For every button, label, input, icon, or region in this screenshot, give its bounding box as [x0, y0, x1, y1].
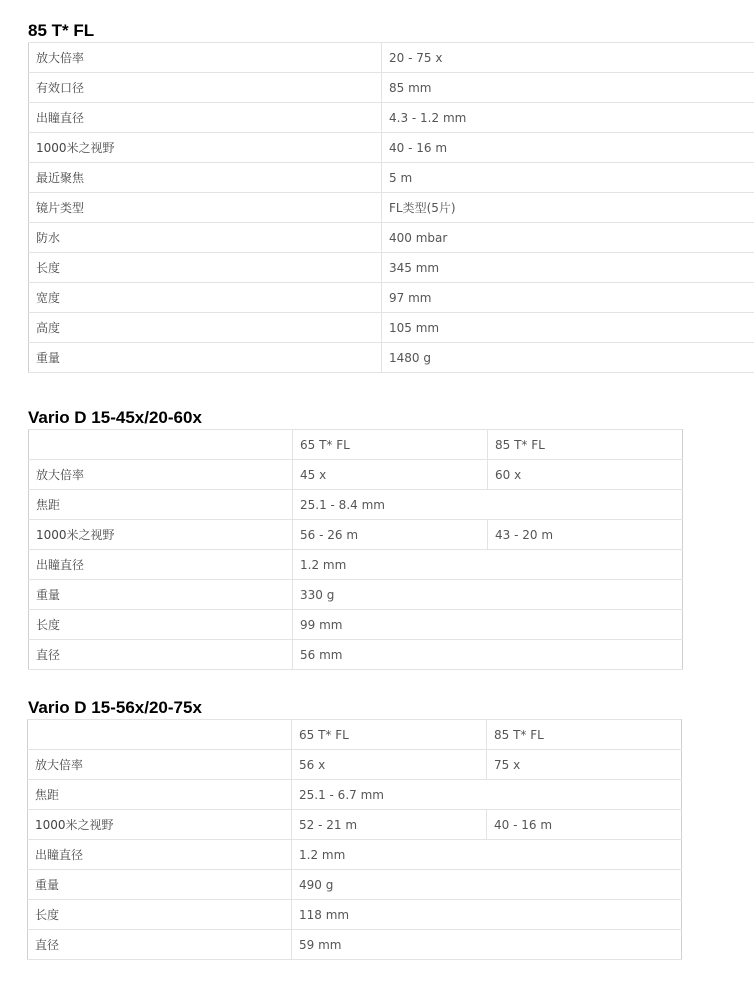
row-label: 1000米之视野 — [29, 133, 382, 163]
spec-table-vario-d-15-56x — [27, 719, 682, 960]
table-row — [29, 580, 683, 610]
table-row — [29, 253, 754, 283]
row-label: 1000米之视野 — [28, 810, 292, 840]
table-row — [29, 610, 683, 640]
row-label: 最近聚焦 — [29, 163, 382, 193]
table-row — [29, 343, 754, 373]
row-value: 85 mm — [382, 73, 754, 103]
row-value: 330 g — [293, 580, 683, 610]
row-value: 59 mm — [292, 930, 682, 960]
row-value: 1.2 mm — [292, 840, 682, 870]
row-label: 长度 — [29, 610, 293, 640]
table-row — [28, 750, 682, 780]
row-value: 4.3 - 1.2 mm — [382, 103, 754, 133]
column-header: 85 T* FL — [487, 720, 682, 750]
table-row — [29, 460, 683, 490]
table-row — [29, 313, 754, 343]
spec-table-vario-d-15-45x — [28, 429, 683, 670]
row-value: 25.1 - 6.7 mm — [292, 780, 682, 810]
table-row — [29, 223, 754, 253]
table-header-row — [28, 720, 682, 750]
row-label: 焦距 — [29, 490, 293, 520]
table-row — [29, 133, 754, 163]
row-label: 长度 — [29, 253, 382, 283]
table-header-row — [29, 430, 683, 460]
row-label: 焦距 — [28, 780, 292, 810]
row-label: 出瞳直径 — [29, 103, 382, 133]
row-value: 105 mm — [382, 313, 754, 343]
header-empty-cell — [29, 430, 293, 460]
row-label: 有效口径 — [29, 73, 382, 103]
row-value: 40 - 16 m — [382, 133, 754, 163]
row-value: 43 - 20 m — [488, 520, 683, 550]
table-row — [29, 73, 754, 103]
header-empty-cell — [28, 720, 292, 750]
table-row — [29, 520, 683, 550]
row-label: 镜片类型 — [29, 193, 382, 223]
table-row — [28, 840, 682, 870]
table-row — [28, 930, 682, 960]
row-value: 1480 g — [382, 343, 754, 373]
row-label: 出瞳直径 — [29, 550, 293, 580]
table-row — [29, 43, 754, 73]
row-label: 放大倍率 — [29, 43, 382, 73]
row-label: 宽度 — [29, 283, 382, 313]
row-label: 直径 — [29, 640, 293, 670]
row-value: 118 mm — [292, 900, 682, 930]
row-label: 直径 — [28, 930, 292, 960]
row-label: 重量 — [29, 580, 293, 610]
column-header: 65 T* FL — [293, 430, 488, 460]
table-row — [28, 900, 682, 930]
row-value: 56 mm — [293, 640, 683, 670]
table-row — [28, 870, 682, 900]
row-label: 防水 — [29, 223, 382, 253]
table-row — [29, 163, 754, 193]
table-row — [29, 193, 754, 223]
table-row — [28, 780, 682, 810]
row-label: 重量 — [29, 343, 382, 373]
row-value: FL类型(5片) — [382, 193, 754, 223]
row-value: 345 mm — [382, 253, 754, 283]
row-value: 400 mbar — [382, 223, 754, 253]
row-value: 45 x — [293, 460, 488, 490]
row-value: 5 m — [382, 163, 754, 193]
section-title-vario-d-15-56x: Vario D 15-56x/20-75x — [28, 698, 202, 717]
row-value: 1.2 mm — [293, 550, 683, 580]
row-value: 40 - 16 m — [487, 810, 682, 840]
row-label: 重量 — [28, 870, 292, 900]
row-value: 25.1 - 8.4 mm — [293, 490, 683, 520]
table-row — [28, 810, 682, 840]
section-title-85-t-fl: 85 T* FL — [28, 21, 95, 40]
row-value: 52 - 21 m — [292, 810, 487, 840]
row-label: 出瞳直径 — [28, 840, 292, 870]
table-row — [29, 103, 754, 133]
row-label: 放大倍率 — [29, 460, 293, 490]
section-title-vario-d-15-45x: Vario D 15-45x/20-60x — [28, 408, 202, 427]
row-value: 99 mm — [293, 610, 683, 640]
table-row — [29, 550, 683, 580]
table-row — [29, 283, 754, 313]
row-value: 56 x — [292, 750, 487, 780]
column-header: 85 T* FL — [488, 430, 683, 460]
row-value: 97 mm — [382, 283, 754, 313]
row-value: 56 - 26 m — [293, 520, 488, 550]
table-row — [29, 640, 683, 670]
table-row — [29, 490, 683, 520]
row-value: 75 x — [487, 750, 682, 780]
spec-table-85-t-fl — [28, 42, 754, 373]
row-label: 放大倍率 — [28, 750, 292, 780]
row-label: 1000米之视野 — [29, 520, 293, 550]
row-value: 20 - 75 x — [382, 43, 754, 73]
column-header: 65 T* FL — [292, 720, 487, 750]
row-label: 长度 — [28, 900, 292, 930]
row-value: 60 x — [488, 460, 683, 490]
row-value: 490 g — [292, 870, 682, 900]
row-label: 高度 — [29, 313, 382, 343]
